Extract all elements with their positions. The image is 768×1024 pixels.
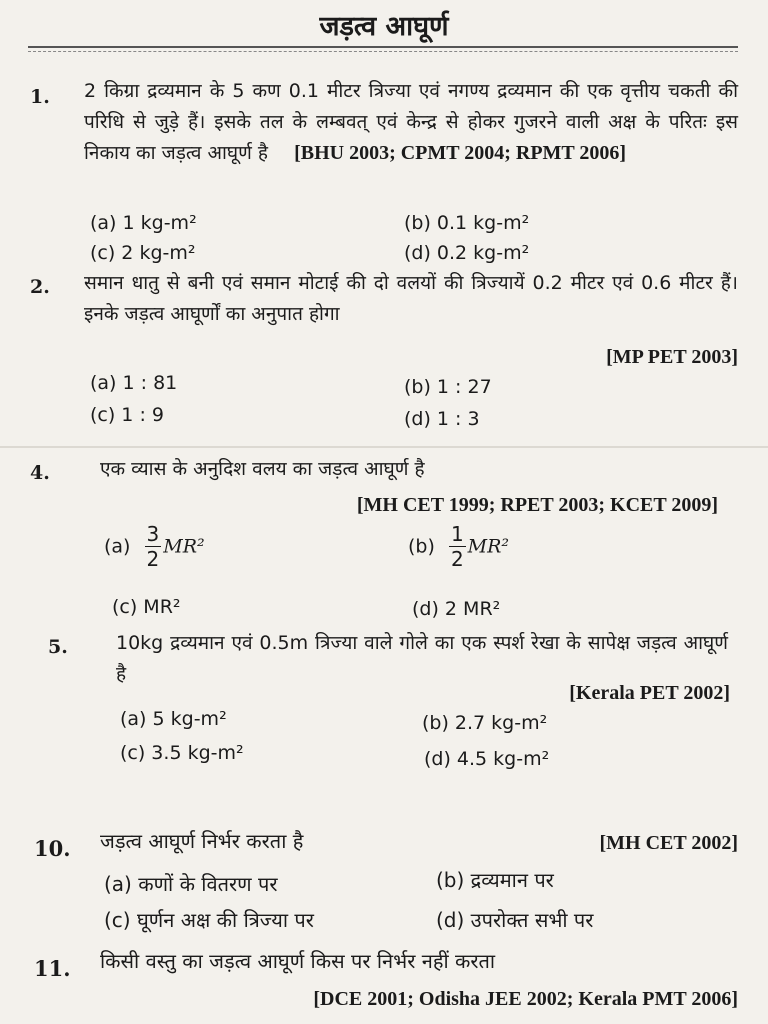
question-text: किसी वस्तु का जड़त्व आघूर्ण किस पर निर्भर नहीं करता xyxy=(100,949,496,973)
option-d[interactable]: (d) 1 : 3 xyxy=(404,408,480,430)
question-number: 1. xyxy=(30,86,50,108)
question-source: [MH CET 2002] xyxy=(599,832,738,854)
option-c[interactable]: (c) घूर्णन अक्ष की त्रिज्या पर xyxy=(104,908,314,932)
option-b[interactable]: (b) द्रव्यमान पर xyxy=(436,868,554,892)
question-number: 4. xyxy=(30,462,50,484)
fraction xyxy=(449,524,466,569)
option-expression: MR² xyxy=(467,535,510,558)
question-source: [Kerala PET 2002] xyxy=(569,682,730,704)
question-source: [DCE 2001; Odisha JEE 2002; Kerala PMT 2006] xyxy=(313,988,738,1010)
question-number: 10. xyxy=(34,836,71,861)
question-number: 5. xyxy=(48,636,68,658)
question-number: 11. xyxy=(34,956,71,981)
page-seam xyxy=(0,446,768,448)
option-a[interactable]: (a) कणों के वितरण पर xyxy=(104,872,278,896)
option-b[interactable] xyxy=(408,524,509,569)
question-text: 10kg द्रव्यमान एवं 0.5m त्रिज्या वाले गोले का एक स्पर्श रेखा के सापेक्ष जड़त्व आघूर्ण है xyxy=(116,632,728,685)
option-label: (a) xyxy=(104,535,131,558)
option-c[interactable]: (c) 3.5 kg-m² xyxy=(120,742,244,764)
option-c[interactable]: (c) 1 : 9 xyxy=(90,404,164,426)
option-a[interactable]: (a) 1 kg-m² xyxy=(90,212,197,234)
page-title: जड़त्व आघूर्ण xyxy=(319,11,449,42)
question-body: 2 किग्रा द्रव्यमान के 5 कण 0.1 मीटर त्रिज्या एवं नगण्य द्रव्यमान की एक वृत्तीय चकती की परिधि से जुड़े हैं। इसके तल के लम्बवत् एवं केन्द्र से होकर गुजरने वाली अक्ष के परितः इस निकाय का जड़त्व आघूर्ण है xyxy=(84,80,738,164)
question-text: समान धातु से बनी एवं समान मोटाई की दो वलयों की त्रिज्यायें 0.2 मीटर एवं 0.6 मीटर हैं। इनके जड़त्व आघूर्णों का अनुपात होगा xyxy=(84,272,738,325)
question-text xyxy=(84,76,738,169)
option-c[interactable]: (c) MR² xyxy=(112,596,181,618)
question-source: [BHU 2003; CPMT 2004; RPMT 2006] xyxy=(294,142,627,164)
question-source: [MH CET 1999; RPET 2003; KCET 2009] xyxy=(356,494,718,516)
fraction-denominator: 2 xyxy=(146,547,160,571)
option-b[interactable]: (b) 1 : 27 xyxy=(404,376,492,398)
option-d[interactable]: (d) उपरोक्त सभी पर xyxy=(436,908,594,932)
option-c[interactable]: (c) 2 kg-m² xyxy=(90,242,196,264)
fraction-numerator: 3 xyxy=(146,522,160,546)
option-d[interactable]: (d) 2 MR² xyxy=(412,598,501,620)
option-d[interactable]: (d) 0.2 kg-m² xyxy=(404,242,530,264)
question-number: 2. xyxy=(30,276,50,298)
option-d[interactable]: (d) 4.5 kg-m² xyxy=(424,748,550,770)
option-expression: MR² xyxy=(163,535,205,558)
fraction xyxy=(145,524,162,569)
question-text: जड़त्व आघूर्ण निर्भर करता है xyxy=(100,829,304,853)
option-b[interactable]: (b) 2.7 kg-m² xyxy=(422,712,548,734)
option-a[interactable]: (a) 1 : 81 xyxy=(90,372,178,394)
fraction-numerator: 1 xyxy=(450,522,464,546)
fraction-denominator: 2 xyxy=(450,547,464,571)
option-label: (b) xyxy=(408,535,435,558)
question-text: एक व्यास के अनुदिश वलय का जड़त्व आघूर्ण है xyxy=(100,458,425,480)
title-rule xyxy=(28,46,738,52)
option-b[interactable]: (b) 0.1 kg-m² xyxy=(404,212,530,234)
option-a[interactable]: (a) 5 kg-m² xyxy=(120,708,227,730)
question-source: [MP PET 2003] xyxy=(606,346,738,368)
option-a[interactable] xyxy=(104,524,205,569)
